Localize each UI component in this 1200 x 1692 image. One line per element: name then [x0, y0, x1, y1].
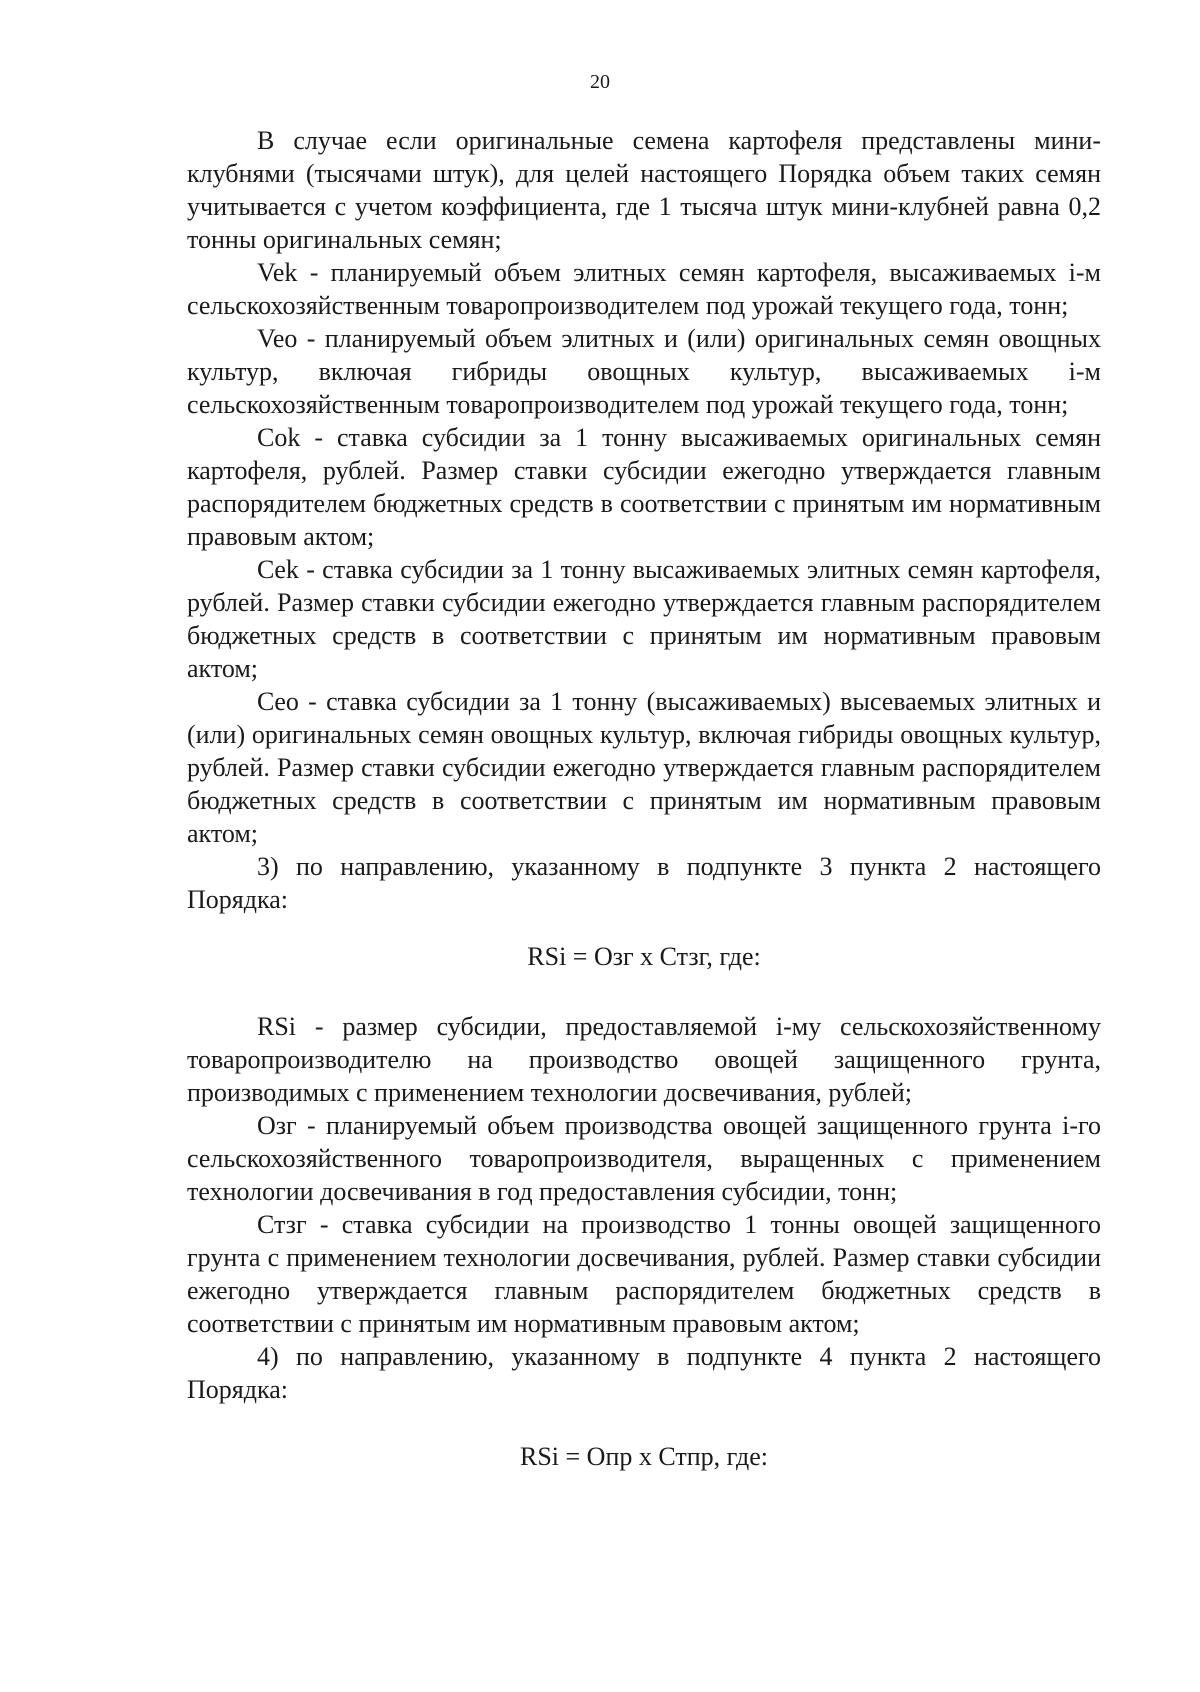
- paragraph-cek: Cek - ставка субсидии за 1 тонну высаживаемых элитных семян картофеля, рублей. Размер ставки субсидии ежегодно утверждается главным распорядителем бюджетных средств в соответствии с принятым им нормативным правовым актом;: [187, 555, 1101, 683]
- paragraph-item-3: 3) по направлению, указанному в подпункте 3 пункта 2 настоящего Порядка:: [187, 852, 1101, 914]
- formula-rsi-opr: RSi = Опр х Стпр, где:: [519, 1442, 768, 1471]
- paragraph-veo: Veo - планируемый объем элитных и (или) оригинальных семян овощных культур, включая гибриды овощных культур, высаживаемых i-м сельскохозяйственным товаропроизводителем под урожай текущего года, тонн;: [187, 324, 1101, 419]
- formula-rsi-ozg: RSi = Озг х Стзг, где:: [527, 942, 761, 971]
- paragraph-stzg: Стзг - ставка субсидии на производство 1 тонны овощей защищенного грунта с применением технологии досвечивания, рублей. Размер ставки субсидии ежегодно утверждается главным распорядителем бюджетных средств в соответствии с принятым им нормативным правовым актом;: [187, 1210, 1101, 1338]
- paragraph-ozg: Озг - планируемый объем производства овощей защищенного грунта i-го сельскохозяйственного товаропроизводителя, выращенных с применением технологии досвечивания в год предоставления субсидии, тонн;: [187, 1111, 1101, 1206]
- paragraph-rsi: RSi - размер субсидии, предоставляемой i-му сельскохозяйственному товаропроизводителю на производство овощей защищенного грунта, производимых с применением технологии досвечивания, рублей;: [187, 1012, 1101, 1107]
- paragraph-ceo: Ceo - ставка субсидии за 1 тонну (высаживаемых) высеваемых элитных и (или) оригинальных семян овощных культур, включая гибриды овощных культур, рублей. Размер ставки субсидии ежегодно утверждается главным распорядителем бюджетных средств в соответствии с принятым им нормативным правовым актом;: [187, 687, 1101, 848]
- document-body: [187, 124, 1101, 1473]
- paragraph-item-4: 4) по направлению, указанному в подпункте 4 пункта 2 настоящего Порядка:: [187, 1342, 1101, 1404]
- paragraph-vek: Vek - планируемый объем элитных семян картофеля, высаживаемых i-м сельскохозяйственным товаропроизводителем под урожай текущего года, тонн;: [187, 258, 1101, 320]
- page-number: 20: [590, 71, 610, 93]
- paragraph-minitubers: В случае если оригинальные семена картофеля представлены мини-клубнями (тысячами штук), для целей настоящего Порядка объем таких семян учитывается с учетом коэффициента, где 1 тысяча штук мини-клубней равна 0,2 тонны оригинальных семян;: [187, 126, 1101, 254]
- paragraph-cok: Cok - ставка субсидии за 1 тонну высаживаемых оригинальных семян картофеля, рублей. Размер ставки субсидии ежегодно утверждается главным распорядителем бюджетных средств в соответствии с принятым им нормативным правовым актом;: [187, 423, 1101, 551]
